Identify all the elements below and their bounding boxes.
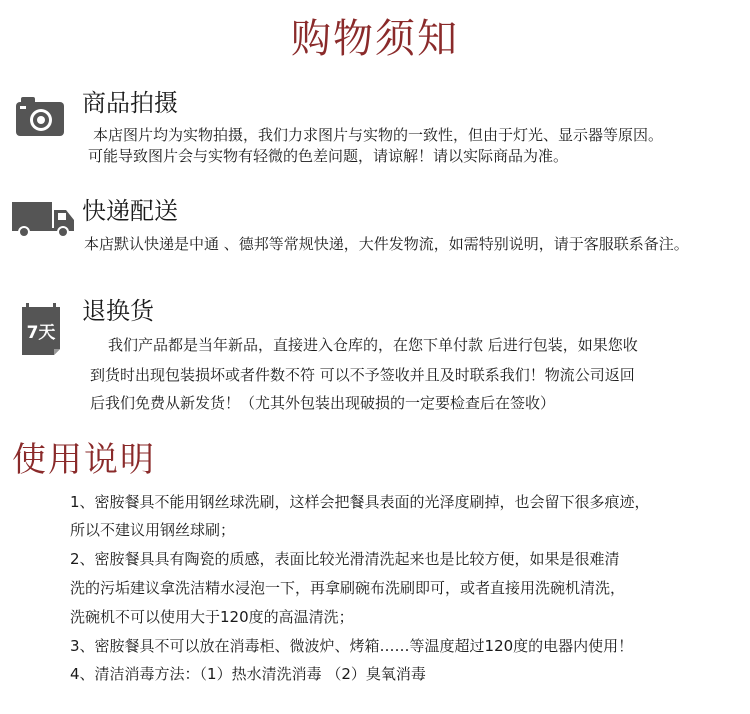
section-text-line: 可能导致图片会与实物有轻微的色差问题，请谅解！请以实际商品为准。 [88,147,569,165]
section-text-line: 我们产品都是当年新品，直接进入仓库的，在您下单付款 后进行包装，如果您收 [108,336,638,354]
page-title: 购物须知 [291,16,459,62]
section-heading-photography: 商品拍摄 [82,89,178,117]
usage-text-line: 洗的污垢建议拿洗洁精水浸泡一下，再拿刷碗布洗刷即可，或者直接用洗碗机清洗， [70,579,626,597]
calendar-day-label: 7天 [26,323,56,343]
section-text-line: 后我们免费从新发货！（尤其外包装出现破损的一定要检查后在签收） [90,394,556,412]
usage-text-line: 2、密胺餐具具有陶瓷的质感，表面比较光滑清洗起来也是比较方便，如果是很难清 [70,550,620,568]
calendar-7-days-icon [20,303,62,355]
usage-text-line: 4、清洁消毒方法：（1）热水清洗消毒 （2）臭氧消毒 [70,665,426,683]
section-text-line: 本店图片均为实物拍摄，我们力求图片与实物的一致性，但由于灯光、显示器等原因。 [93,126,664,144]
section-text-line: 本店默认快递是中通 、德邦等常规快递，大件发物流，如需特别说明，请于客服联系备注。 [84,235,689,253]
camera-icon [16,96,64,136]
usage-text-line: 3、密胺餐具不可以放在消毒柜、微波炉、烤箱……等温度超过120度的电器内使用！ [70,637,634,655]
usage-text-line: 洗碗机不可以使用大于120度的高温清洗； [70,608,354,626]
delivery-truck-icon [12,200,76,238]
usage-text-line: 1、密胺餐具不能用钢丝球洗刷，这样会把餐具表面的光泽度刷掉，也会留下很多痕迹， [70,493,650,511]
usage-heading: 使用说明 [12,440,156,480]
section-heading-returns: 退换货 [82,297,154,325]
section-text-line: 到货时出现包装损坏或者件数不符 可以不予签收并且及时联系我们！物流公司返回 [90,366,635,384]
usage-text-line: 所以不建议用钢丝球刷； [70,521,236,539]
section-heading-delivery: 快递配送 [82,197,178,225]
